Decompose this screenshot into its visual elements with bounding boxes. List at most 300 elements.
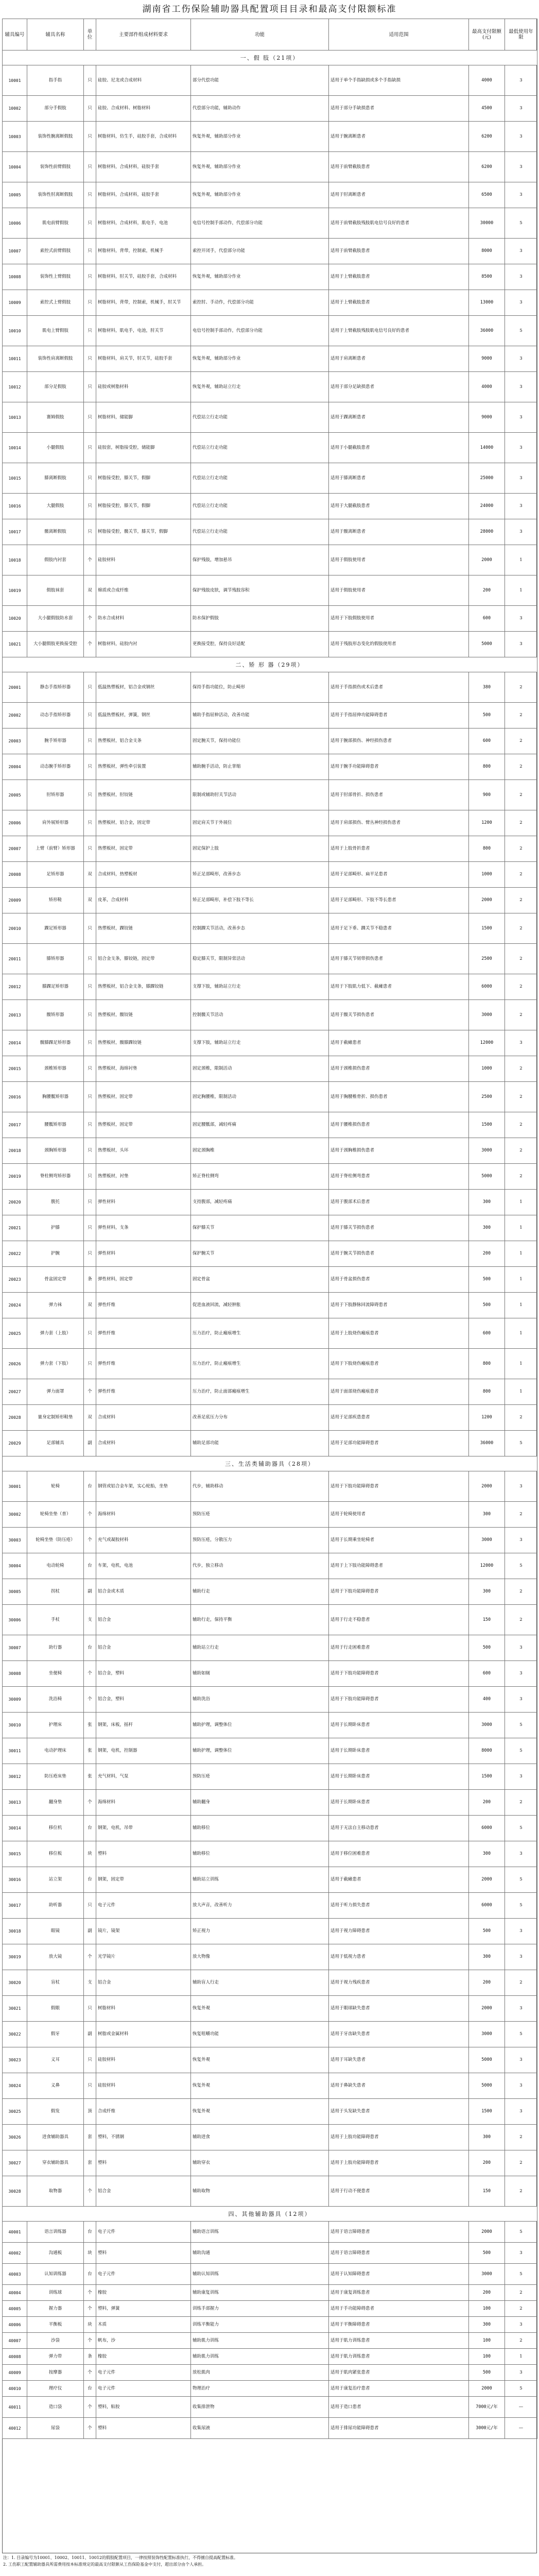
cell-unit: 只 <box>84 1082 96 1112</box>
cell-scope: 适用于上肢功能障碍患者 <box>329 2150 469 2176</box>
cell-scope: 适用于残肢形态变化的假肢使用者 <box>329 632 469 657</box>
cell-name: 弹力套（上肢） <box>27 1318 84 1349</box>
cell-material: 硅胶套，树脂接受腔，储能脚 <box>96 433 191 463</box>
cell-price: 300 <box>469 2317 505 2333</box>
cell-price: 2000 <box>469 2222 505 2243</box>
cell-scope: 适用于前臂截肢残肢肌电信号良好的患者 <box>329 208 469 239</box>
cell-material: 树脂材料，背带，控制索，机械手，肘关节 <box>96 290 191 316</box>
cell-unit: 只 <box>84 1138 96 1164</box>
cell-price: 6000 <box>469 974 505 1000</box>
cell-scope: 适用于认知障碍患者 <box>329 2264 469 2285</box>
cell-unit: 台 <box>84 1867 96 1893</box>
cell-price: 25000 <box>469 463 505 494</box>
cell-price: 8000 <box>469 239 505 264</box>
document-title: 湖南省工伤保险辅助器具配置项目目录和最高支付限额标准 <box>142 4 397 14</box>
cell-unit: 台 <box>84 2264 96 2285</box>
cell-price: 36000 <box>469 1431 505 1456</box>
cell-price: 1000 <box>469 1056 505 1082</box>
cell-scope: 适用于足部疾患患者 <box>329 1405 469 1431</box>
cell-name: 助行器 <box>27 1635 84 1661</box>
cell-code: 30024 <box>3 2073 27 2099</box>
cell-name: 膝离断假肢 <box>27 463 84 494</box>
cell-scope: 适用于轮椅使用者 <box>329 1502 469 1528</box>
cell-price: 200 <box>469 575 505 606</box>
cell-name: 装饰性上臂假肢 <box>27 264 84 290</box>
cell-scope: 适用于上肢骨折患者 <box>329 836 469 862</box>
cell-material: 树脂材料，合成材料，硅胶手套 <box>96 182 191 208</box>
cell-name: 上臂（前臂）矫形器 <box>27 836 84 862</box>
cell-price: 600 <box>469 1661 505 1687</box>
cell-price: 100 <box>469 2333 505 2349</box>
cell-code: 10002 <box>3 96 27 122</box>
cell-scope: 适用于肘离断患者 <box>329 182 469 208</box>
table-row <box>3 545 537 575</box>
cell-code: 30011 <box>3 1738 27 1764</box>
cell-scope: 适用于肩离断患者 <box>329 346 469 372</box>
cell-function: 支撑下肢，辅助站立行走 <box>191 1030 329 1056</box>
cell-material: 光学镜片 <box>96 1944 191 1970</box>
cell-scope: 适用于下肢功能障碍患者 <box>329 1579 469 1605</box>
cell-code: 20008 <box>3 862 27 888</box>
table-row <box>3 1919 537 1944</box>
header-code: 辅具编号 <box>3 19 27 50</box>
cell-unit: 只 <box>84 754 96 780</box>
cell-unit: 只 <box>84 239 96 264</box>
cell-material: 热塑板材，弹性牵引装置 <box>96 754 191 780</box>
cell-name: 防压疮床垫 <box>27 1764 84 1790</box>
cell-unit: 套 <box>84 2150 96 2176</box>
cell-years: 3 <box>505 1996 537 2022</box>
cell-unit: 只 <box>84 703 96 728</box>
cell-function: 恢复外观，辅助部分作业 <box>191 122 329 152</box>
table-row <box>3 122 537 152</box>
cell-unit: 个 <box>84 632 96 657</box>
cell-code: 30028 <box>3 2176 27 2207</box>
cell-function: 固定腕关节，保持功能位 <box>191 728 329 754</box>
table-row <box>3 346 537 372</box>
cell-name: 装饰性肘离断假肢 <box>27 182 84 208</box>
cell-price: 6200 <box>469 122 505 152</box>
table-row <box>3 1996 537 2022</box>
table-row <box>3 463 537 494</box>
table-row <box>3 2176 537 2207</box>
cell-years: 2 <box>505 1790 537 1816</box>
cell-name: 部分手假肢 <box>27 96 84 122</box>
cell-code: 30023 <box>3 2047 27 2073</box>
cell-function: 辅助穿衣 <box>191 2150 329 2176</box>
cell-material: 热塑板材，固定带 <box>96 1082 191 1112</box>
cell-price: 12000 <box>469 1553 505 1579</box>
cell-unit: 只 <box>84 1000 96 1030</box>
cell-material: 棉质或合成纤维 <box>96 575 191 606</box>
table-row <box>3 1164 537 1190</box>
cell-function: 限制或辅助肘关节活动 <box>191 780 329 810</box>
cell-years: 2 <box>505 1970 537 1996</box>
cell-code: 20026 <box>3 1349 27 1379</box>
cell-material: 硅胶、合成材料、树脂材料 <box>96 96 191 122</box>
cell-name: 假肢内衬套 <box>27 545 84 575</box>
cell-material: 电子元件 <box>96 2264 191 2285</box>
cell-function: 保护残肢皮肤，调节残肢容积 <box>191 575 329 606</box>
table-row <box>3 862 537 888</box>
cell-scope: 适用于上臂截肢患者 <box>329 264 469 290</box>
cell-name: 眼镜 <box>27 1919 84 1944</box>
cell-years: 5 <box>505 1553 537 1579</box>
cell-price: 6500 <box>469 182 505 208</box>
cell-function: 恢复外观，辅助部分作业 <box>191 346 329 372</box>
cell-code: 20028 <box>3 1405 27 1431</box>
cell-material: 树脂材料，肌电手，电池，肘关节 <box>96 316 191 346</box>
table-row <box>3 810 537 836</box>
cell-name: 轮椅 <box>27 1471 84 1502</box>
cell-unit: 块 <box>84 2317 96 2333</box>
table-row <box>3 182 537 208</box>
cell-scope: 适用于长期卧床患者 <box>329 1738 469 1764</box>
cell-scope: 适用于前臂截肢患者 <box>329 239 469 264</box>
cell-code: 40003 <box>3 2264 27 2285</box>
cell-code: 30017 <box>3 1893 27 1919</box>
cell-name: 膝矫形器 <box>27 944 84 974</box>
cell-scope: 适用于移位困难患者 <box>329 1841 469 1867</box>
cell-years: 2 <box>505 974 537 1000</box>
cell-material: 铝合金 <box>96 1970 191 1996</box>
cell-unit: 只 <box>84 290 96 316</box>
cell-unit: 双 <box>84 1405 96 1431</box>
cell-unit: 只 <box>84 433 96 463</box>
cell-years: 3 <box>505 1030 537 1056</box>
table-row <box>3 2365 537 2381</box>
cell-years: 2 <box>505 2176 537 2207</box>
table-row <box>3 1528 537 1553</box>
cell-code: 10007 <box>3 239 27 264</box>
cell-function: 更换接受腔，保持良好适配 <box>191 632 329 657</box>
table-row <box>3 2333 537 2349</box>
cell-years: 3 <box>505 2243 537 2264</box>
cell-scope: 适用于假肢使用者 <box>329 545 469 575</box>
cell-years: 2 <box>505 754 537 780</box>
table-row <box>3 944 537 974</box>
cell-material: 树脂接受腔，膝关节，假脚 <box>96 463 191 494</box>
table-row <box>3 1112 537 1138</box>
cell-scope: 适用于骨盆损伤患者 <box>329 1267 469 1293</box>
cell-price: 28000 <box>469 519 505 545</box>
cell-unit: 只 <box>84 264 96 290</box>
cell-price: 200 <box>469 1241 505 1267</box>
cell-function: 恢复外观，辅助部分作业 <box>191 182 329 208</box>
table-row <box>3 1267 537 1293</box>
cell-scope: 适用于长期乘坐轮椅者 <box>329 1528 469 1553</box>
cell-years: 5 <box>505 1893 537 1919</box>
table-row <box>3 2381 537 2397</box>
cell-code: 30006 <box>3 1605 27 1635</box>
cell-name: 电动护理床 <box>27 1738 84 1764</box>
cell-unit: 张 <box>84 1713 96 1738</box>
cell-unit: 条 <box>84 1267 96 1293</box>
cell-code: 30012 <box>3 1764 27 1790</box>
cell-name: 量身定制矫形鞋垫 <box>27 1405 84 1431</box>
cell-unit: 双 <box>84 888 96 913</box>
cell-code: 20003 <box>3 728 27 754</box>
cell-unit: 台 <box>84 1816 96 1841</box>
cell-years: 3 <box>505 239 537 264</box>
cell-price: 500 <box>469 2243 505 2264</box>
cell-code: 30008 <box>3 1661 27 1687</box>
cell-price: 4500 <box>469 96 505 122</box>
cell-name: 弹力带 <box>27 2349 84 2365</box>
cell-price: 300 <box>469 1944 505 1970</box>
cell-material: 弹性材料 <box>96 1241 191 1267</box>
cell-name: 认知训练器 <box>27 2264 84 2285</box>
cell-function: 恢复外观 <box>191 2099 329 2125</box>
cell-years: 3 <box>505 1764 537 1790</box>
header-name: 辅具名称 <box>27 19 84 50</box>
cell-function: 电信号控制手部动作，代偿部分功能 <box>191 208 329 239</box>
cell-code: 30001 <box>3 1471 27 1502</box>
cell-price: 300 <box>469 1579 505 1605</box>
table-row <box>3 1293 537 1318</box>
cell-material: 合成材料 <box>96 1405 191 1431</box>
cell-material: 低温热塑板材，铝合金或钢丝 <box>96 672 191 703</box>
catalog-table <box>2 19 537 2439</box>
table-row <box>3 402 537 433</box>
cell-code: 30003 <box>3 1528 27 1553</box>
cell-years: 2 <box>505 944 537 974</box>
cell-function: 促进血液回流，减轻肿胀 <box>191 1293 329 1318</box>
cell-material: 塑料 <box>96 1841 191 1867</box>
table-row <box>3 1738 537 1764</box>
cell-price: 5000 <box>469 2073 505 2099</box>
cell-name: 骨盆固定带 <box>27 1267 84 1293</box>
cell-material: 热塑板材，铝合金支条，膝踝铰链 <box>96 974 191 1000</box>
cell-function: 固定颈胸椎 <box>191 1138 329 1164</box>
cell-scope: 适用于康复治疗患者 <box>329 2381 469 2397</box>
cell-scope: 适用于胸腰椎骨折、损伤患者 <box>329 1082 469 1112</box>
cell-price: 800 <box>469 1379 505 1405</box>
cell-code: 10001 <box>3 65 27 96</box>
cell-code: 10010 <box>3 316 27 346</box>
cell-years: 1 <box>505 1215 537 1241</box>
cell-code: 10018 <box>3 545 27 575</box>
table-row <box>3 65 537 96</box>
cell-name: 电动轮椅 <box>27 1553 84 1579</box>
cell-price: 3000 <box>469 1713 505 1738</box>
cell-material: 树脂材料，肩关节，肘关节，硅胶手套 <box>96 346 191 372</box>
cell-scope: 适用于头发缺失患者 <box>329 2099 469 2125</box>
table-row <box>3 2150 537 2176</box>
cell-function: 恢复外观，辅助部分作业 <box>191 152 329 182</box>
cell-price: 2000 <box>469 888 505 913</box>
table-row <box>3 208 537 239</box>
cell-name: 造口袋 <box>27 2397 84 2418</box>
cell-unit: 个 <box>84 2285 96 2301</box>
cell-code: 20010 <box>3 913 27 944</box>
cell-years: 3 <box>505 1635 537 1661</box>
cell-name: 洗浴椅 <box>27 1687 84 1713</box>
cell-name: 放大镜 <box>27 1944 84 1970</box>
cell-years: 2 <box>505 862 537 888</box>
table-row <box>3 2022 537 2047</box>
cell-years: 1 <box>505 1267 537 1293</box>
cell-scope: 适用于上肢烧伤瘢痕患者 <box>329 1318 469 1349</box>
cell-code: 20013 <box>3 1000 27 1030</box>
cell-code: 30026 <box>3 2125 27 2150</box>
cell-code: 30013 <box>3 1790 27 1816</box>
cell-code: 20001 <box>3 672 27 703</box>
table-row <box>3 239 537 264</box>
cell-unit: 只 <box>84 1349 96 1379</box>
cell-price: 300 <box>469 1215 505 1241</box>
cell-unit: 只 <box>84 1996 96 2022</box>
table-row <box>3 1713 537 1738</box>
cell-scope: 适用于视力残疾患者 <box>329 1970 469 1996</box>
cell-function: 辅助移位 <box>191 1841 329 1867</box>
cell-unit: 只 <box>84 836 96 862</box>
cell-function: 支撑下肢，辅助站立行走 <box>191 974 329 1000</box>
cell-years: 3 <box>505 65 537 96</box>
cell-unit: 只 <box>84 1893 96 1919</box>
cell-material: 钢架，床板，摇杆 <box>96 1713 191 1738</box>
cell-code: 30027 <box>3 2150 27 2176</box>
section-heading-row <box>3 2207 537 2222</box>
cell-material: 铝合金或木质 <box>96 1579 191 1605</box>
cell-name: 肘矫形器 <box>27 780 84 810</box>
cell-price: 500 <box>469 1267 505 1293</box>
cell-function: 压力治疗，防止面部瘢痕增生 <box>191 1379 329 1405</box>
cell-scope: 适用于部分足缺损患者 <box>329 372 469 402</box>
cell-code: 40002 <box>3 2243 27 2264</box>
cell-years: 2 <box>505 1605 537 1635</box>
cell-code: 10012 <box>3 372 27 402</box>
cell-price: 1200 <box>469 810 505 836</box>
cell-scope: 适用于牙齿缺失患者 <box>329 2022 469 2047</box>
cell-name: 腕手矫形器 <box>27 728 84 754</box>
cell-years: 3 <box>505 122 537 152</box>
cell-code: 10008 <box>3 264 27 290</box>
cell-unit: 只 <box>84 494 96 519</box>
cell-scope: 适用于肩部损伤、臂丛神经损伤患者 <box>329 810 469 836</box>
cell-scope: 适用于脊柱侧弯患者 <box>329 1164 469 1190</box>
cell-price: 8000 <box>469 1738 505 1764</box>
cell-price: 8500 <box>469 264 505 290</box>
table-row <box>3 780 537 810</box>
cell-code: 20027 <box>3 1379 27 1405</box>
cell-code: 40005 <box>3 2301 27 2317</box>
cell-price: 600 <box>469 1318 505 1349</box>
section-heading-row <box>3 657 537 672</box>
cell-function: 放松肌肉 <box>191 2365 329 2381</box>
cell-years: 3 <box>505 2047 537 2073</box>
table-row <box>3 2418 537 2439</box>
cell-unit: 只 <box>84 1030 96 1056</box>
cell-years: 3 <box>505 1841 537 1867</box>
cell-scope: 适用于造口患者 <box>329 2397 469 2418</box>
cell-name: 索控式上臂假肢 <box>27 290 84 316</box>
table-row <box>3 1215 537 1241</box>
cell-name: 足部辅具 <box>27 1431 84 1456</box>
cell-code: 20022 <box>3 1241 27 1267</box>
cell-scope: 适用于面部烧伤瘢痕患者 <box>329 1379 469 1405</box>
table-row <box>3 2301 537 2317</box>
table-row <box>3 2264 537 2285</box>
cell-scope: 适用于膝关节韧带损伤患者 <box>329 944 469 974</box>
cell-name: 护膝 <box>27 1215 84 1241</box>
cell-name: 膝踝足矫形器 <box>27 974 84 1000</box>
cell-scope: 适用于下肢功能障碍患者 <box>329 1471 469 1502</box>
cell-scope: 适用于上臂截肢残肢肌电信号良好的患者 <box>329 316 469 346</box>
cell-function: 训练平衡能力 <box>191 2317 329 2333</box>
cell-scope: 适用于腕部损伤、神经损伤患者 <box>329 728 469 754</box>
cell-function: 辅助肌力训练 <box>191 2349 329 2365</box>
cell-material: 树脂接受腔，膝关节，假脚 <box>96 494 191 519</box>
cell-scope: 适用于足下垂、踝关节不稳患者 <box>329 913 469 944</box>
cell-code: 20009 <box>3 888 27 913</box>
cell-material: 充气或凝胶材料 <box>96 1528 191 1553</box>
cell-function: 物理治疗 <box>191 2381 329 2397</box>
cell-scope: 适用于截瘫患者 <box>329 1030 469 1056</box>
cell-unit: 个 <box>84 1661 96 1687</box>
cell-code: 40010 <box>3 2381 27 2397</box>
cell-price: 200 <box>469 1970 505 1996</box>
footnote-2: 2. 工伤职工配置辅助器具所需费用按本标准规定的最高支付限额从工伤保险基金中支付，超出部分由个人承担。 <box>3 2562 206 2567</box>
cell-material: 塑料 <box>96 2243 191 2264</box>
cell-material: 铝合金 <box>96 2176 191 2207</box>
cell-years: 1 <box>505 1293 537 1318</box>
cell-years: 5 <box>505 2264 537 2285</box>
cell-name: 护理床 <box>27 1713 84 1738</box>
cell-material: 热塑板材，肘铰链 <box>96 780 191 810</box>
cell-function: 辅助进食 <box>191 2125 329 2150</box>
cell-years: 2 <box>505 1082 537 1112</box>
cell-material: 弹性纤维 <box>96 1293 191 1318</box>
cell-unit: 个 <box>84 1790 96 1816</box>
cell-years: 1 <box>505 1318 537 1349</box>
cell-price: 500 <box>469 703 505 728</box>
cell-name: 部分足假肢 <box>27 372 84 402</box>
cell-name: 假眼 <box>27 1996 84 2022</box>
cell-price: 6200 <box>469 152 505 182</box>
cell-unit: 只 <box>84 1190 96 1215</box>
cell-code: 30022 <box>3 2022 27 2047</box>
table-row <box>3 1502 537 1528</box>
cell-years: 5 <box>505 2381 537 2397</box>
cell-material: 塑料，弹簧 <box>96 2301 191 2317</box>
cell-years: 3 <box>505 2365 537 2381</box>
cell-unit: 张 <box>84 1738 96 1764</box>
cell-scope: 适用于肌力训练患者 <box>329 2349 469 2365</box>
cell-scope: 适用于下肢烧伤瘢痕患者 <box>329 1349 469 1379</box>
cell-years: 3 <box>505 2099 537 2125</box>
cell-scope: 适用于下肢静脉回流障碍患者 <box>329 1293 469 1318</box>
cell-code: 30025 <box>3 2099 27 2125</box>
table-row <box>3 606 537 632</box>
table-row <box>3 1970 537 1996</box>
cell-years: 5 <box>505 1713 537 1738</box>
table-row <box>3 1605 537 1635</box>
cell-code: 10006 <box>3 208 27 239</box>
cell-price: 300 <box>469 2125 505 2150</box>
cell-name: 理疗仪 <box>27 2381 84 2397</box>
cell-function: 辅助足部功能 <box>191 1431 329 1456</box>
cell-scope: 适用于单个手指缺损或多个手指缺损 <box>329 65 469 96</box>
cell-unit: 只 <box>84 974 96 1000</box>
cell-scope: 适用于部分手缺损患者 <box>329 96 469 122</box>
cell-material: 皮革，合成材料 <box>96 888 191 913</box>
cell-function: 辅助移位 <box>191 1816 329 1841</box>
cell-name: 握力器 <box>27 2301 84 2317</box>
cell-name: 义耳 <box>27 2047 84 2073</box>
cell-code: 40011 <box>3 2397 27 2418</box>
cell-unit: 个 <box>84 2418 96 2439</box>
